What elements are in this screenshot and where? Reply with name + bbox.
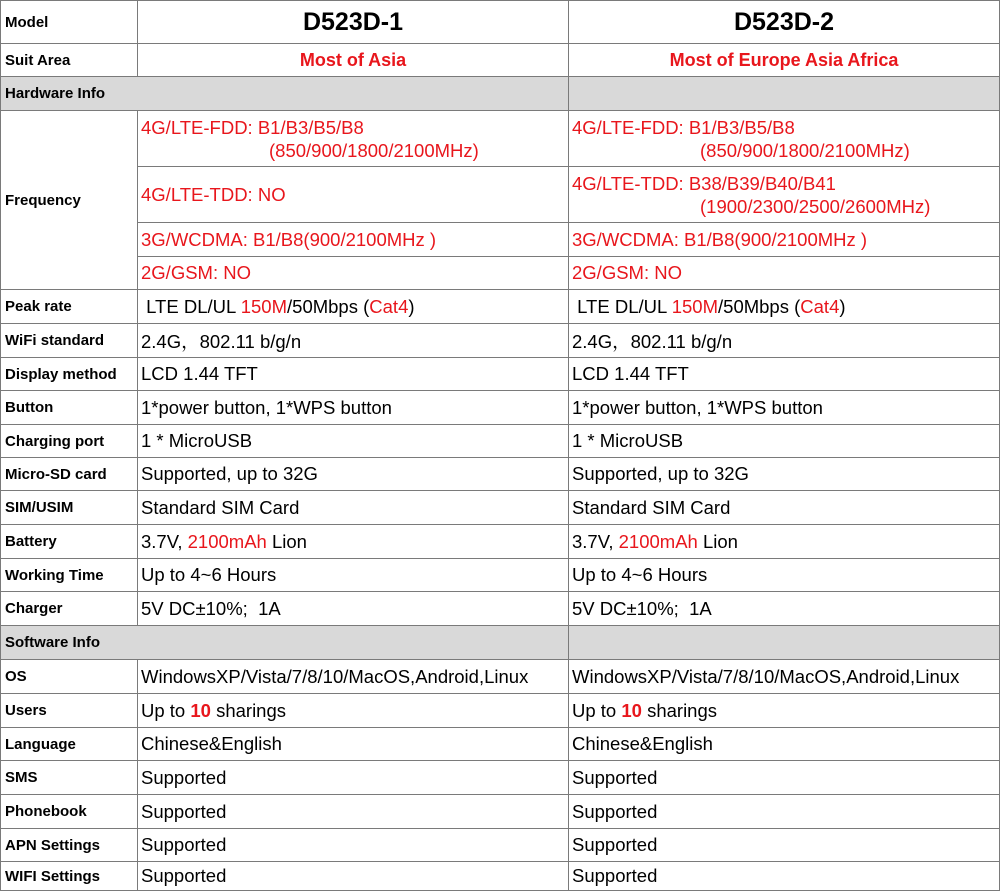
sms-col2: Supported xyxy=(568,760,1000,795)
charger-label: Charger xyxy=(0,591,138,626)
users-text: Up to xyxy=(141,699,191,721)
peak-rate-text: /50Mbps ( xyxy=(718,295,801,317)
battery-label: Battery xyxy=(0,524,138,559)
users-label: Users xyxy=(0,693,138,728)
peak-rate-label: Peak rate xyxy=(0,289,138,324)
wifi-settings-col1: Supported xyxy=(137,861,569,891)
wifi-standard-col2: 2.4G，802.11 b/g/n xyxy=(568,323,1000,358)
charging-port-col2: 1 * MicroUSB xyxy=(568,424,1000,458)
sim-usim-label: SIM/USIM xyxy=(0,490,138,525)
micro-sd-label: Micro-SD card xyxy=(0,457,138,491)
wifi-settings-col2: Supported xyxy=(568,861,1000,891)
hardware-section-filler xyxy=(568,76,1000,111)
model-label: Model xyxy=(0,0,138,44)
software-section-filler xyxy=(568,625,1000,660)
language-col1: Chinese&English xyxy=(137,727,569,761)
col2-lte-fdd-freqs: (850/900/1800/2100MHz) xyxy=(700,139,910,161)
micro-sd-col1: Supported, up to 32G xyxy=(137,457,569,491)
peak-rate-text: LTE DL/UL xyxy=(141,295,241,317)
col1-gsm: 2G/GSM: NO xyxy=(137,256,569,290)
frequency-label: Frequency xyxy=(0,110,138,290)
wifi-standard-label: WiFi standard xyxy=(0,323,138,358)
col2-wcdma: 3G/WCDMA: B1/B8(900/2100MHz ) xyxy=(568,222,1000,257)
charger-col2: 5V DC±10%; 1A xyxy=(568,591,1000,626)
charger-col1: 5V DC±10%; 1A xyxy=(137,591,569,626)
phonebook-col1: Supported xyxy=(137,794,569,829)
software-section-header: Software Info xyxy=(0,625,569,660)
phonebook-col2: Supported xyxy=(568,794,1000,829)
working-time-label: Working Time xyxy=(0,558,138,592)
apn-settings-col2: Supported xyxy=(568,828,1000,862)
peak-rate-speed: 150M xyxy=(671,295,719,317)
col1-lte-fdd-freqs: (850/900/1800/2100MHz) xyxy=(269,139,479,161)
suit-area-col2: Most of Europe Asia Africa xyxy=(568,43,1000,77)
col1-wcdma: 3G/WCDMA: B1/B8(900/2100MHz ) xyxy=(137,222,569,257)
sms-col1: Supported xyxy=(137,760,569,795)
col2-gsm: 2G/GSM: NO xyxy=(568,256,1000,290)
battery-capacity: 2100mAh xyxy=(187,530,267,552)
col1-lte-tdd: 4G/LTE-TDD: NO xyxy=(137,166,569,223)
os-col2: WindowsXP/Vista/7/8/10/MacOS,Android,Linux xyxy=(568,659,1000,694)
phonebook-label: Phonebook xyxy=(0,794,138,829)
sim-usim-col1: Standard SIM Card xyxy=(137,490,569,525)
hardware-section-header: Hardware Info xyxy=(0,76,569,111)
users-count: 10 xyxy=(621,699,642,721)
col2-lte-fdd-bands: 4G/LTE-FDD: B1/B3/B5/B8 xyxy=(572,116,795,138)
users-text: sharings xyxy=(641,699,718,721)
peak-rate-col2 xyxy=(568,289,1000,324)
col2-lte-tdd xyxy=(568,166,1000,223)
suit-area-label: Suit Area xyxy=(0,43,138,77)
button-col1: 1*power button, 1*WPS button xyxy=(137,390,569,425)
col1-lte-fdd xyxy=(137,110,569,167)
working-time-col2: Up to 4~6 Hours xyxy=(568,558,1000,592)
col2-lte-tdd-freqs: (1900/2300/2500/2600MHz) xyxy=(700,195,931,217)
battery-text: 3.7V, xyxy=(141,530,188,552)
os-col1: WindowsXP/Vista/7/8/10/MacOS,Android,Linux xyxy=(137,659,569,694)
apn-settings-label: APN Settings xyxy=(0,828,138,862)
model-col2-header: D523D-2 xyxy=(568,0,1000,44)
os-label: OS xyxy=(0,659,138,694)
language-col2: Chinese&English xyxy=(568,727,1000,761)
button-col2: 1*power button, 1*WPS button xyxy=(568,390,1000,425)
peak-rate-text: ) xyxy=(408,295,415,317)
charging-port-label: Charging port xyxy=(0,424,138,458)
sms-label: SMS xyxy=(0,760,138,795)
button-label: Button xyxy=(0,390,138,425)
col1-lte-fdd-bands: 4G/LTE-FDD: B1/B3/B5/B8 xyxy=(141,116,364,138)
battery-col2 xyxy=(568,524,1000,559)
users-col1 xyxy=(137,693,569,728)
charging-port-col1: 1 * MicroUSB xyxy=(137,424,569,458)
battery-capacity: 2100mAh xyxy=(618,530,698,552)
sim-usim-col2: Standard SIM Card xyxy=(568,490,1000,525)
battery-text: 3.7V, xyxy=(572,530,619,552)
language-label: Language xyxy=(0,727,138,761)
peak-rate-category: Cat4 xyxy=(369,295,409,317)
wifi-settings-label: WIFI Settings xyxy=(0,861,138,891)
display-method-col2: LCD 1.44 TFT xyxy=(568,357,1000,391)
wifi-standard-col1: 2.4G，802.11 b/g/n xyxy=(137,323,569,358)
battery-col1 xyxy=(137,524,569,559)
display-method-col1: LCD 1.44 TFT xyxy=(137,357,569,391)
users-col2 xyxy=(568,693,1000,728)
battery-text: Lion xyxy=(697,530,738,552)
peak-rate-text: /50Mbps ( xyxy=(287,295,370,317)
peak-rate-speed: 150M xyxy=(240,295,288,317)
model-col1-header: D523D-1 xyxy=(137,0,569,44)
users-text: Up to xyxy=(572,699,622,721)
users-text: sharings xyxy=(210,699,287,721)
display-method-label: Display method xyxy=(0,357,138,391)
users-count: 10 xyxy=(190,699,211,721)
peak-rate-category: Cat4 xyxy=(800,295,840,317)
peak-rate-text: ) xyxy=(839,295,846,317)
micro-sd-col2: Supported, up to 32G xyxy=(568,457,1000,491)
col2-lte-fdd xyxy=(568,110,1000,167)
suit-area-col1: Most of Asia xyxy=(137,43,569,77)
peak-rate-col1 xyxy=(137,289,569,324)
battery-text: Lion xyxy=(266,530,307,552)
working-time-col1: Up to 4~6 Hours xyxy=(137,558,569,592)
apn-settings-col1: Supported xyxy=(137,828,569,862)
col2-lte-tdd-bands: 4G/LTE-TDD: B38/B39/B40/B41 xyxy=(572,172,836,194)
peak-rate-text: LTE DL/UL xyxy=(572,295,672,317)
